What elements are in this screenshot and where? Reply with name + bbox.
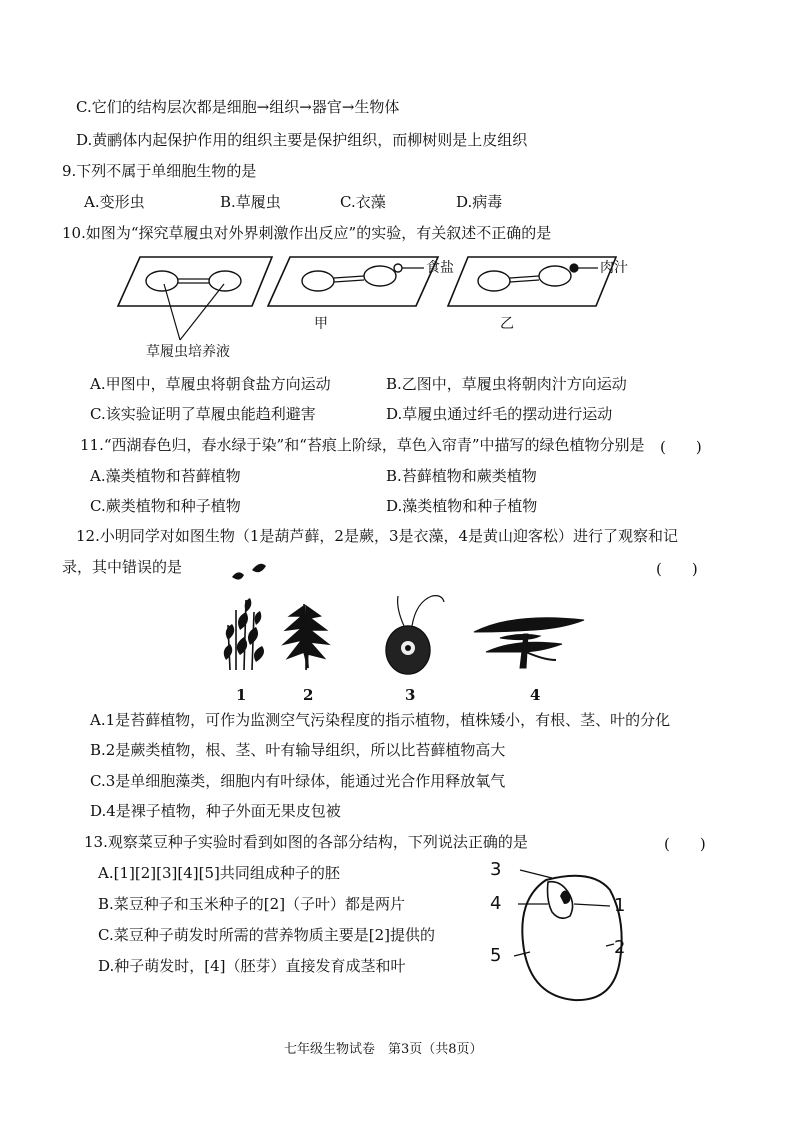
q10-option-d: D.草履虫通过纤毛的摆动进行运动 bbox=[386, 405, 613, 423]
q11-stem: 11.“西湖春色归，春水绿于染”和“苔痕上阶绿，草色入帘青”中描写的绿色植物分别是 bbox=[80, 436, 645, 454]
q11-answer-blank[interactable]: ( ) bbox=[660, 438, 702, 456]
q12-fig-label-4: 4 bbox=[530, 686, 541, 704]
q9-option-b: B.草履虫 bbox=[220, 193, 281, 211]
q13-fig-label-3: 3 bbox=[490, 859, 502, 880]
q10-stem: 10.如图为“探究草履虫对外界刺激作出反应”的实验，有关叙述不正确的是 bbox=[62, 224, 552, 242]
q12-option-c: C.3是单细胞藻类，细胞内有叶绿体，能通过光合作用释放氧气 bbox=[90, 772, 506, 790]
q11-option-c: C.蕨类植物和种子植物 bbox=[90, 497, 241, 515]
q10-label-juice: 肉汁 bbox=[600, 260, 628, 276]
q13-option-d: D.种子萌发时，[4]（胚芽）直接发育成茎和叶 bbox=[98, 957, 406, 975]
q9-option-c: C.衣藻 bbox=[340, 193, 386, 211]
q10-label-culture: 草履虫培养液 bbox=[146, 344, 230, 360]
q12-stem-line1: 12.小明同学对如图生物（1是葫芦藓，2是蕨，3是衣藻，4是黄山迎客松）进行了观察和记 bbox=[76, 527, 679, 545]
q12-option-b: B.2是蕨类植物，根、茎、叶有输导组织，所以比苔藓植物高大 bbox=[90, 741, 506, 759]
q9-option-a: A.变形虫 bbox=[84, 193, 145, 211]
q12-option-a: A.1是苔藓植物，可作为监测空气污染程度的指示植物，植株矮小，有根、茎、叶的分化 bbox=[90, 711, 671, 729]
q12-fig-label-1: 1 bbox=[236, 686, 247, 704]
q10-option-a: A.甲图中，草履虫将朝食盐方向运动 bbox=[90, 375, 331, 393]
q13-fig-label-5: 5 bbox=[490, 945, 502, 966]
q9-stem: 9.下列不属于单细胞生物的是 bbox=[62, 162, 257, 180]
q10-option-c: C.该实验证明了草履虫能趋利避害 bbox=[90, 405, 316, 423]
q12-option-d: D.4是裸子植物，种子外面无果皮包被 bbox=[90, 802, 341, 820]
q13-option-a: A.[1][2][3][4][5]共同组成种子的胚 bbox=[98, 864, 340, 882]
q12-stem-line2: 录，其中错误的是 bbox=[62, 558, 183, 576]
q8-option-d: D.黄鹂体内起保护作用的组织主要是保护组织，而柳树则是上皮组织 bbox=[76, 131, 528, 149]
q13-fig-label-1: 1 bbox=[614, 895, 626, 916]
q13-option-c: C.菜豆种子萌发时所需的营养物质主要是[2]提供的 bbox=[98, 926, 435, 944]
q10-label-jia: 甲 bbox=[314, 316, 328, 332]
q11-option-b: B.苔藓植物和蕨类植物 bbox=[386, 467, 537, 485]
q10-label-yi: 乙 bbox=[500, 316, 514, 332]
q9-option-d: D.病毒 bbox=[456, 193, 503, 211]
q12-answer-blank[interactable]: ( ) bbox=[656, 560, 698, 578]
q10-option-b: B.乙图中，草履虫将朝肉汁方向运动 bbox=[386, 375, 627, 393]
q13-fig-label-4: 4 bbox=[490, 893, 502, 914]
q13-option-b: B.菜豆种子和玉米种子的[2]（子叶）都是两片 bbox=[98, 895, 406, 913]
q8-option-c: C.它们的结构层次都是细胞→组织→器官→生物体 bbox=[76, 98, 400, 116]
page-footer: 七年级生物试卷 第3页（共8页） bbox=[284, 1042, 483, 1057]
q12-fig-label-3: 3 bbox=[405, 686, 416, 704]
q13-stem: 13.观察菜豆种子实验时看到如图的各部分结构，下列说法正确的是 bbox=[84, 833, 528, 851]
q12-fig-label-2: 2 bbox=[303, 686, 314, 704]
q11-option-d: D.藻类植物和种子植物 bbox=[386, 497, 538, 515]
q11-option-a: A.藻类植物和苔藓植物 bbox=[90, 467, 241, 485]
q13-fig-label-2: 2 bbox=[614, 937, 626, 958]
q13-answer-blank[interactable]: ( ) bbox=[664, 835, 706, 853]
q10-label-salt: 食盐 bbox=[426, 260, 454, 276]
